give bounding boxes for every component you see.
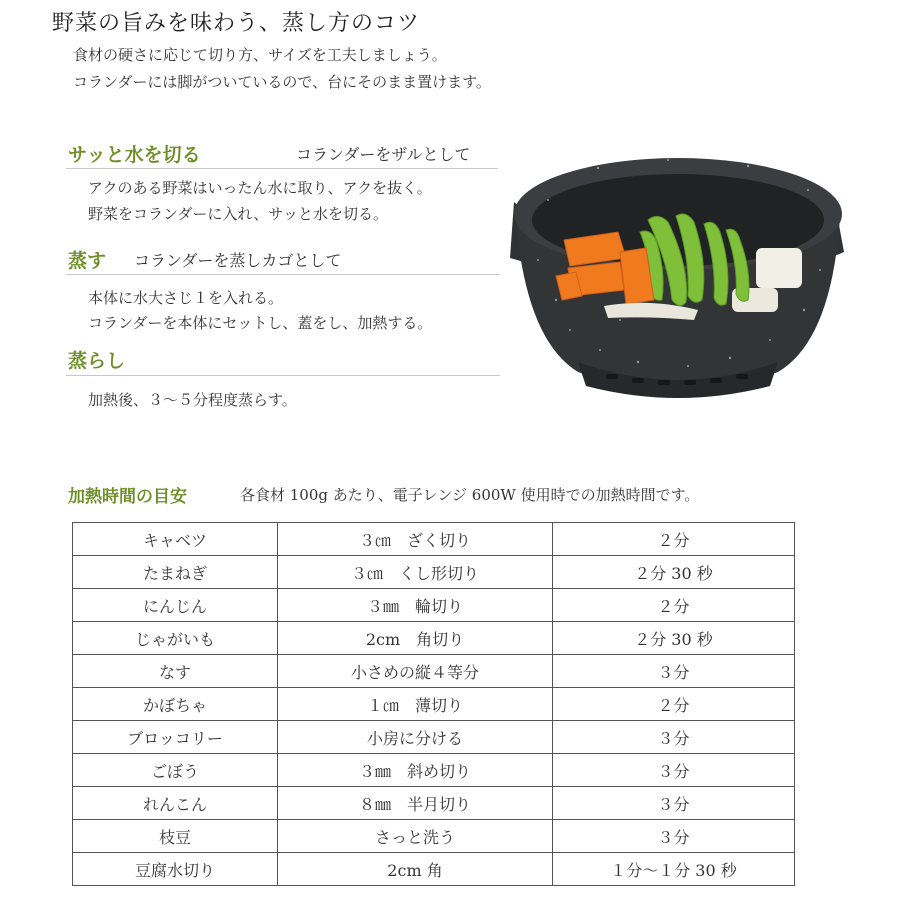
section-rest-line-1: 加熱後、３～５分程度蒸らす。 — [88, 391, 297, 409]
intro-line-2: コランダーには脚がついているので、台にそのまま置けます。 — [73, 73, 491, 91]
table-row — [73, 754, 795, 787]
cut-cell: 小さめの縦４等分 — [278, 655, 553, 688]
cut-cell: １㎝ 薄切り — [278, 688, 553, 721]
time-cell: ２分 30 秒 — [553, 556, 795, 589]
section-divider — [66, 168, 498, 169]
ingredient-cell: たまねぎ — [73, 556, 278, 589]
section-steam-subheading: コランダーを蒸しカゴとして — [134, 251, 342, 270]
cut-cell: 2cm 角切り — [278, 622, 553, 655]
time-cell: ２分 — [553, 589, 795, 622]
colander-vegetables-photo — [508, 140, 848, 400]
section-divider — [66, 375, 500, 376]
table-row — [73, 589, 795, 622]
ingredient-cell: ブロッコリー — [73, 721, 278, 754]
ingredient-cell: ごぼう — [73, 754, 278, 787]
time-cell: ２分 — [553, 688, 795, 721]
table-row — [73, 721, 795, 754]
ingredient-cell: にんじん — [73, 589, 278, 622]
table-row — [73, 853, 795, 886]
time-cell: ３分 — [553, 787, 795, 820]
section-steam-heading: 蒸す — [68, 250, 107, 272]
cut-cell: ８㎜ 半月切り — [278, 787, 553, 820]
cut-cell: ３㎜ 輪切り — [278, 589, 553, 622]
time-cell: ３分 — [553, 754, 795, 787]
table-heading: 加熱時間の目安 — [68, 487, 187, 507]
section-steam-line-1: 本体に水大さじ１を入れる。 — [88, 289, 284, 307]
cut-cell: ３㎜ 斜め切り — [278, 754, 553, 787]
cut-cell: 2cm 角 — [278, 853, 553, 886]
section-divider — [66, 274, 500, 275]
ingredient-cell: 枝豆 — [73, 820, 278, 853]
ingredient-cell: 豆腐水切り — [73, 853, 278, 886]
time-cell: ２分 30 秒 — [553, 622, 795, 655]
time-cell: ３分 — [553, 655, 795, 688]
table-row — [73, 688, 795, 721]
table-row — [73, 787, 795, 820]
heating-time-table — [72, 522, 795, 886]
table-row — [73, 655, 795, 688]
time-cell: ３分 — [553, 721, 795, 754]
cut-cell: ３㎝ ざく切り — [278, 523, 553, 556]
ingredient-cell: キャベツ — [73, 523, 278, 556]
section-drain-line-2: 野菜をコランダーに入れ、サッと水を切る。 — [88, 205, 389, 223]
intro-line-1: 食材の硬さに応じて切り方、サイズを工夫しましょう。 — [73, 46, 447, 64]
time-cell: ３分 — [553, 820, 795, 853]
cut-cell: ３㎝ くし形切り — [278, 556, 553, 589]
ingredient-cell: なす — [73, 655, 278, 688]
table-row — [73, 556, 795, 589]
section-steam-line-2: コランダーを本体にセットし、蓋をし、加熱する。 — [88, 314, 433, 332]
table-row — [73, 820, 795, 853]
cut-cell: さっと洗う — [278, 820, 553, 853]
section-rest-heading: 蒸らし — [68, 350, 126, 372]
table-note: 各食材 100g あたり、電子レンジ 600W 使用時での加熱時間です。 — [240, 486, 700, 504]
ingredient-cell: じゃがいも — [73, 622, 278, 655]
page-title: 野菜の旨みを味わう、蒸し方のコツ — [52, 11, 421, 36]
time-cell: ２分 — [553, 523, 795, 556]
table-row — [73, 523, 795, 556]
section-drain-heading: サッと水を切る — [68, 144, 201, 166]
cut-cell: 小房に分ける — [278, 721, 553, 754]
ingredient-cell: れんこん — [73, 787, 278, 820]
time-cell: １分～１分 30 秒 — [553, 853, 795, 886]
table-row — [73, 622, 795, 655]
ingredient-cell: かぼちゃ — [73, 688, 278, 721]
section-drain-subheading: コランダーをザルとして — [296, 145, 471, 164]
section-drain-line-1: アクのある野菜はいったん水に取り、アクを抜く。 — [88, 179, 432, 197]
